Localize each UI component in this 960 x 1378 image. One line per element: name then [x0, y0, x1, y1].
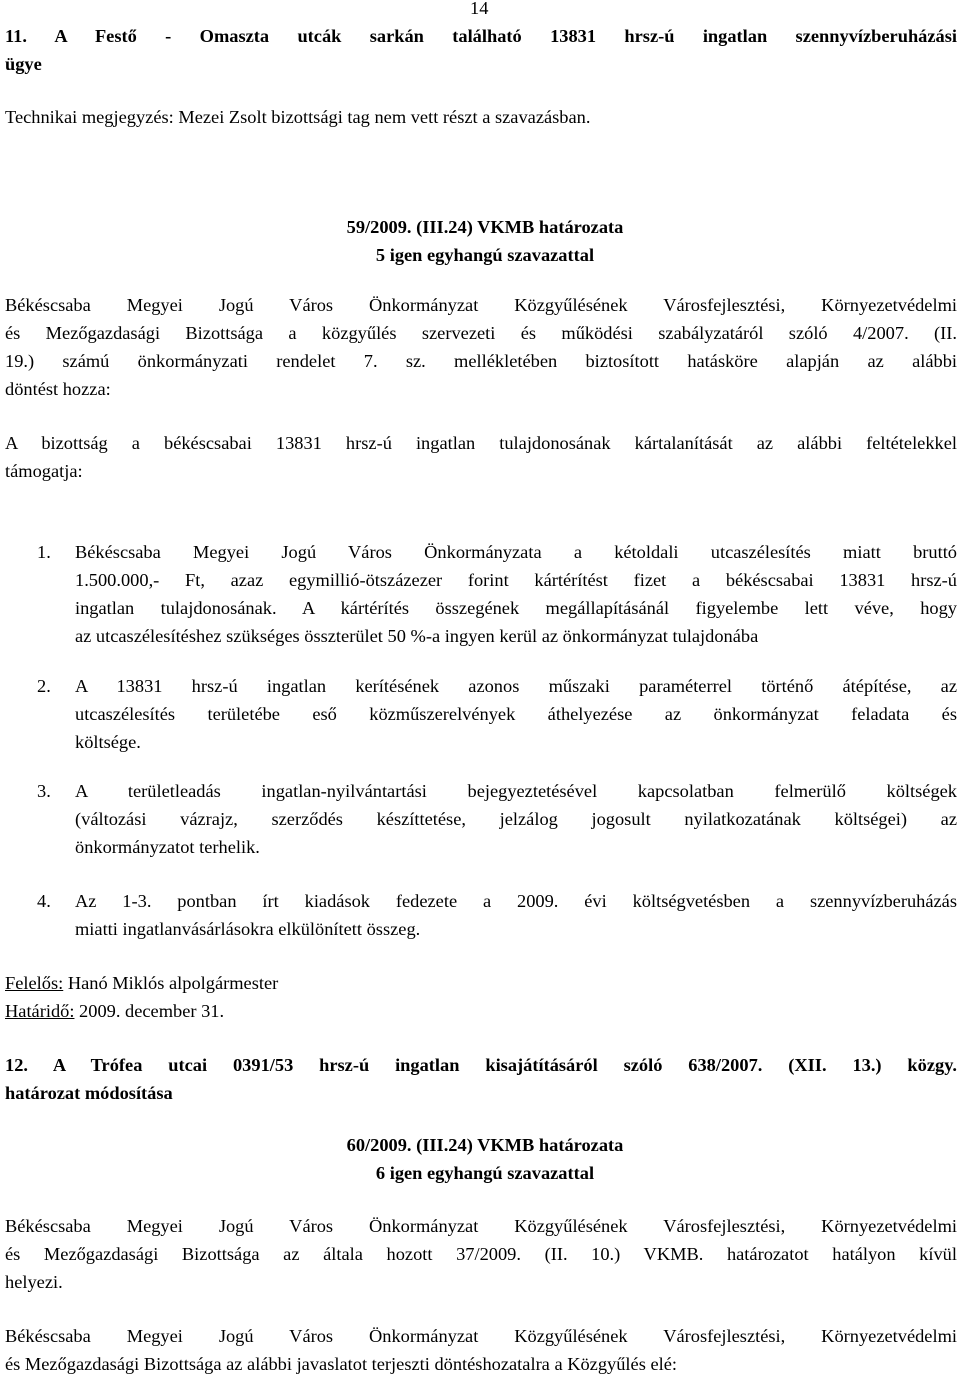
- section-12-heading: [5, 1051, 957, 1107]
- paragraph-line: döntést hozza:: [5, 379, 111, 399]
- list-item-line: miatti ingatlanvásárlásokra elkülönített összeg.: [75, 919, 421, 939]
- resolution-59-vote: 5 igen egyhangú szavazattal: [375, 245, 595, 265]
- list-item-number: 3.: [37, 781, 51, 801]
- list-item-line: (változási vázrajz, szerződés készíttetése, jelzálog jogosult nyilatkozatának költségei) az: [75, 809, 957, 829]
- section-12-title-line1: 12. A Trófea utcai 0391/53 hrsz-ú ingatlan kisajátításáról szóló 638/2007. (XII. 13.) közgy.: [5, 1055, 957, 1075]
- resolution-60-title: 60/2009. (III.24) VKMB határozata: [346, 1135, 624, 1155]
- list-item-number: 1.: [37, 542, 51, 562]
- page-number: 14: [470, 0, 489, 18]
- list-item-line: Békéscsaba Megyei Jogú Város Önkormányzata a kétoldali utcaszélesítés miatt bruttó: [75, 542, 957, 562]
- paragraph-line: Békéscsaba Megyei Jogú Város Önkormányzat Közgyűlésének Városfejlesztési, Környezetvédelmi: [5, 1326, 957, 1346]
- paragraph-line: és Mezőgazdasági Bizottsága az általa hozott 37/2009. (II. 10.) VKMB. határozatot hatályon kívül: [5, 1244, 957, 1264]
- paragraph-line: A bizottság a békéscsabai 13831 hrsz-ú ingatlan tulajdonosának kártalanítását az alábbi feltételekkel: [5, 433, 957, 453]
- list-item-line: önkormányzatot terhelik.: [75, 837, 260, 857]
- list-item-line: Az 1-3. pontban írt kiadások fedezete a 2009. évi költségvetésben a szennyvízberuházás: [75, 891, 957, 911]
- list-item-number: 2.: [37, 676, 51, 696]
- list-item-line: az utcaszélesítéshez szükséges összterület 50 %-a ingyen kerül az önkormányzat tulajdonába: [75, 626, 759, 646]
- section-11-title-line1: 11. A Festő - Omaszta utcák sarkán található 13831 hrsz-ú ingatlan szennyvízberuházási: [5, 26, 957, 46]
- list-item-line: A területleadás ingatlan-nyilvántartási bejegyeztetésével kapcsolatban felmerülő költségek: [75, 781, 957, 801]
- section-12-title-line2: határozat módosítása: [5, 1083, 173, 1103]
- paragraph-line: 19.) számú önkormányzati rendelet 7. sz. mellékletében biztosított hatásköre alapján az alábbi: [5, 351, 957, 371]
- list-item-line: A 13831 hrsz-ú ingatlan kerítésének azonos műszaki paraméterrel történő átépítése, az: [75, 676, 957, 696]
- list-item-number: 4.: [37, 891, 51, 911]
- paragraph-line: és Mezőgazdasági Bizottsága a közgyűlés szervezeti és működési szabályzatáról szóló 4/2007. (II.: [5, 323, 957, 343]
- paragraph-line: Békéscsaba Megyei Jogú Város Önkormányzat Közgyűlésének Városfejlesztési, Környezetvédelmi: [5, 1216, 957, 1236]
- resolution-60-vote: 6 igen egyhangú szavazattal: [375, 1163, 595, 1183]
- section-12-paragraph-2: [5, 1322, 957, 1378]
- list-item-line: 1.500.000,- Ft, azaz egymillió-ötszázezer forint kártérítést fizet a békéscsabai 13831 hrsz-ú: [75, 570, 957, 590]
- deadline-label: Határidő:: [5, 1001, 75, 1021]
- section-11-title-line2: ügye: [5, 54, 42, 74]
- responsible-label: Felelős:: [5, 973, 64, 993]
- paragraph-line: támogatja:: [5, 461, 83, 481]
- section-11-intro-paragraph: [5, 291, 957, 403]
- paragraph-line: és Mezőgazdasági Bizottsága az alábbi javaslatot terjeszti döntéshozatalra a Közgyűlés elé:: [5, 1354, 678, 1374]
- list-item-line: ingatlan tulajdonosának. A kártérítés összegének megállapításánál figyelembe lett véve, hogy: [75, 598, 957, 618]
- paragraph-line: helyezi.: [5, 1272, 63, 1292]
- list-item-line: költsége.: [75, 732, 141, 752]
- responsible-line: [5, 969, 278, 997]
- technical-note: Technikai megjegyzés: Mezei Zsolt bizottsági tag nem vett részt a szavazásban.: [5, 107, 591, 127]
- section-11-heading: [5, 22, 957, 50]
- responsible-value: Hanó Miklós alpolgármester: [63, 973, 279, 993]
- section-11-support-paragraph: [5, 429, 957, 485]
- section-12-paragraph-1: [5, 1212, 957, 1296]
- resolution-59-title: 59/2009. (III.24) VKMB határozata: [346, 217, 624, 237]
- deadline-line: [5, 997, 224, 1025]
- list-item-line: utcaszélesítés területébe eső közműszerelvények áthelyezése az önkormányzat feladata és: [75, 704, 957, 724]
- paragraph-line: Békéscsaba Megyei Jogú Város Önkormányzat Közgyűlésének Városfejlesztési, Környezetvédelmi: [5, 295, 957, 315]
- deadline-value: 2009. december 31.: [74, 1001, 225, 1021]
